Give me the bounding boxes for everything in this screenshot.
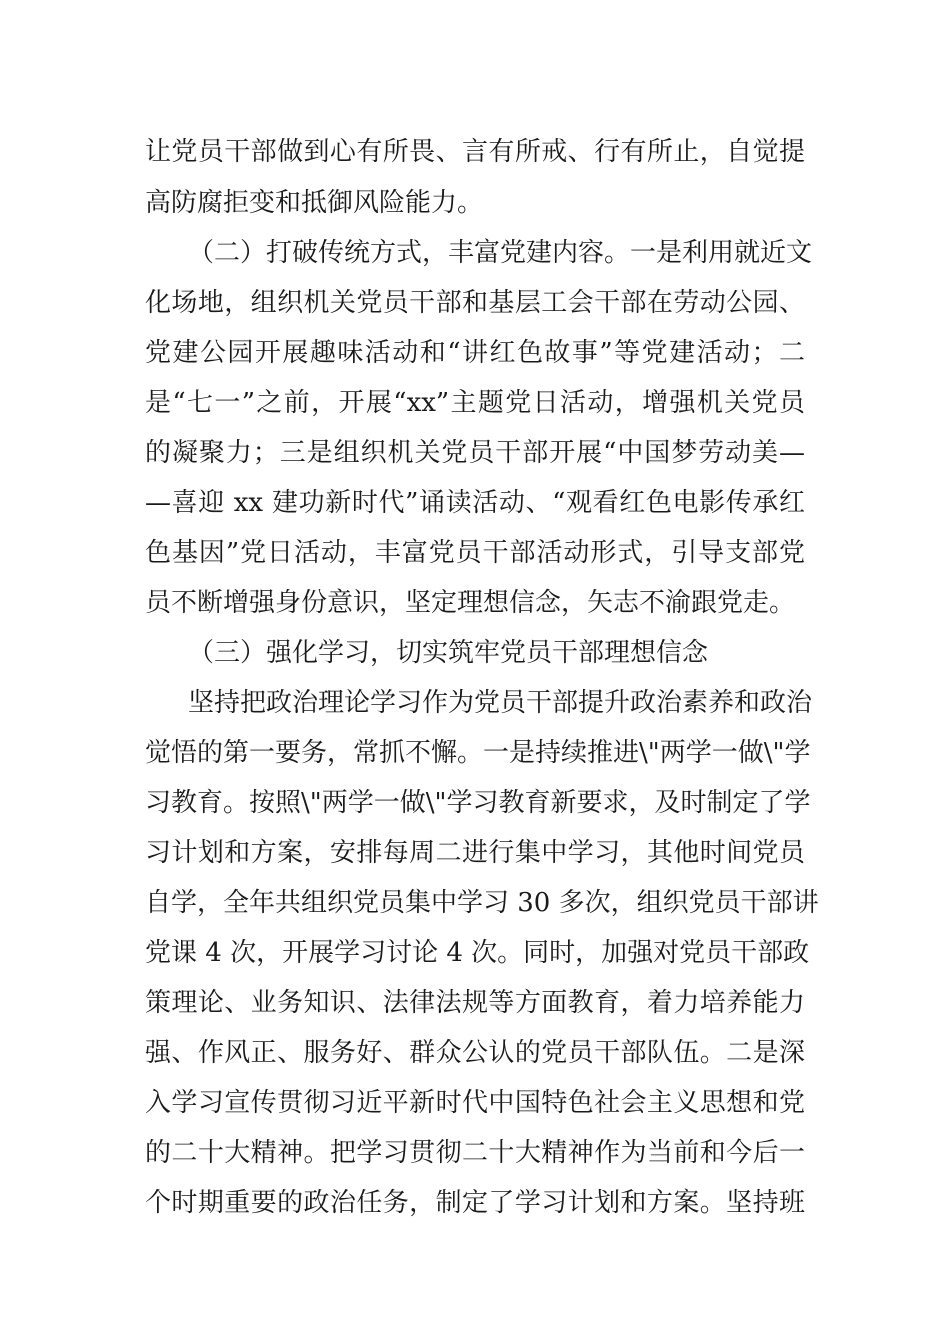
text-line: 让党员干部做到心有所畏、言有所戒、行有所止，自觉提 (145, 137, 805, 167)
text-line: 习教育。按照\"两学一做\"学习教育新要求，及时制定了学 (145, 788, 811, 818)
text-line: 入学习宣传贯彻习近平新时代中国特色社会主义思想和党 (145, 1088, 805, 1118)
text-line: 习计划和方案，安排每周二进行集中学习，其他时间党员 (145, 838, 805, 868)
text-line: 自学，全年共组织党员集中学习 30 多次，组织党员干部讲 (145, 888, 819, 918)
text-line: —喜迎 xx 建功新时代”诵读活动、“观看红色电影传承红 (145, 488, 805, 518)
text-line: 策理论、业务知识、法律法规等方面教育，着力培养能力 (145, 988, 805, 1018)
text-line: 化场地，组织机关党员干部和基层工会干部在劳动公园、 (145, 288, 805, 318)
text-line: 觉悟的第一要务，常抓不懈。一是持续推进\"两学一做\"学 (145, 738, 811, 768)
text-line: 是“七一”之前，开展“xx”主题党日活动，增强机关党员 (145, 388, 805, 418)
text-line: 的凝聚力；三是组织机关党员干部开展“中国梦劳动美— (145, 438, 805, 468)
text-line: 坚持把政治理论学习作为党员干部提升政治素养和政治 (188, 688, 813, 718)
text-line: 高防腐拒变和抵御风险能力。 (145, 188, 484, 218)
text-line: 党建公园开展趣味活动和“讲红色故事”等党建活动；二 (145, 338, 805, 368)
text-line: 个时期重要的政治任务，制定了学习计划和方案。坚持班 (145, 1188, 805, 1218)
text-line: 员不断增强身份意识，坚定理想信念，矢志不渝跟党走。 (145, 588, 796, 618)
text-line: 色基因”党日活动，丰富党员干部活动形式，引导支部党 (145, 538, 805, 568)
text-line: 党课 4 次，开展学习讨论 4 次。同时，加强对党员干部政 (145, 938, 810, 968)
section-heading-2: （二）打破传统方式，丰富党建内容。一是利用就近文 (188, 238, 813, 268)
text-line: 强、作风正、服务好、群众公认的党员干部队伍。二是深 (145, 1038, 805, 1068)
section-heading-3: （三）强化学习，切实筑牢党员干部理想信念 (188, 638, 709, 668)
text-line: 的二十大精神。把学习贯彻二十大精神作为当前和今后一 (145, 1138, 805, 1168)
